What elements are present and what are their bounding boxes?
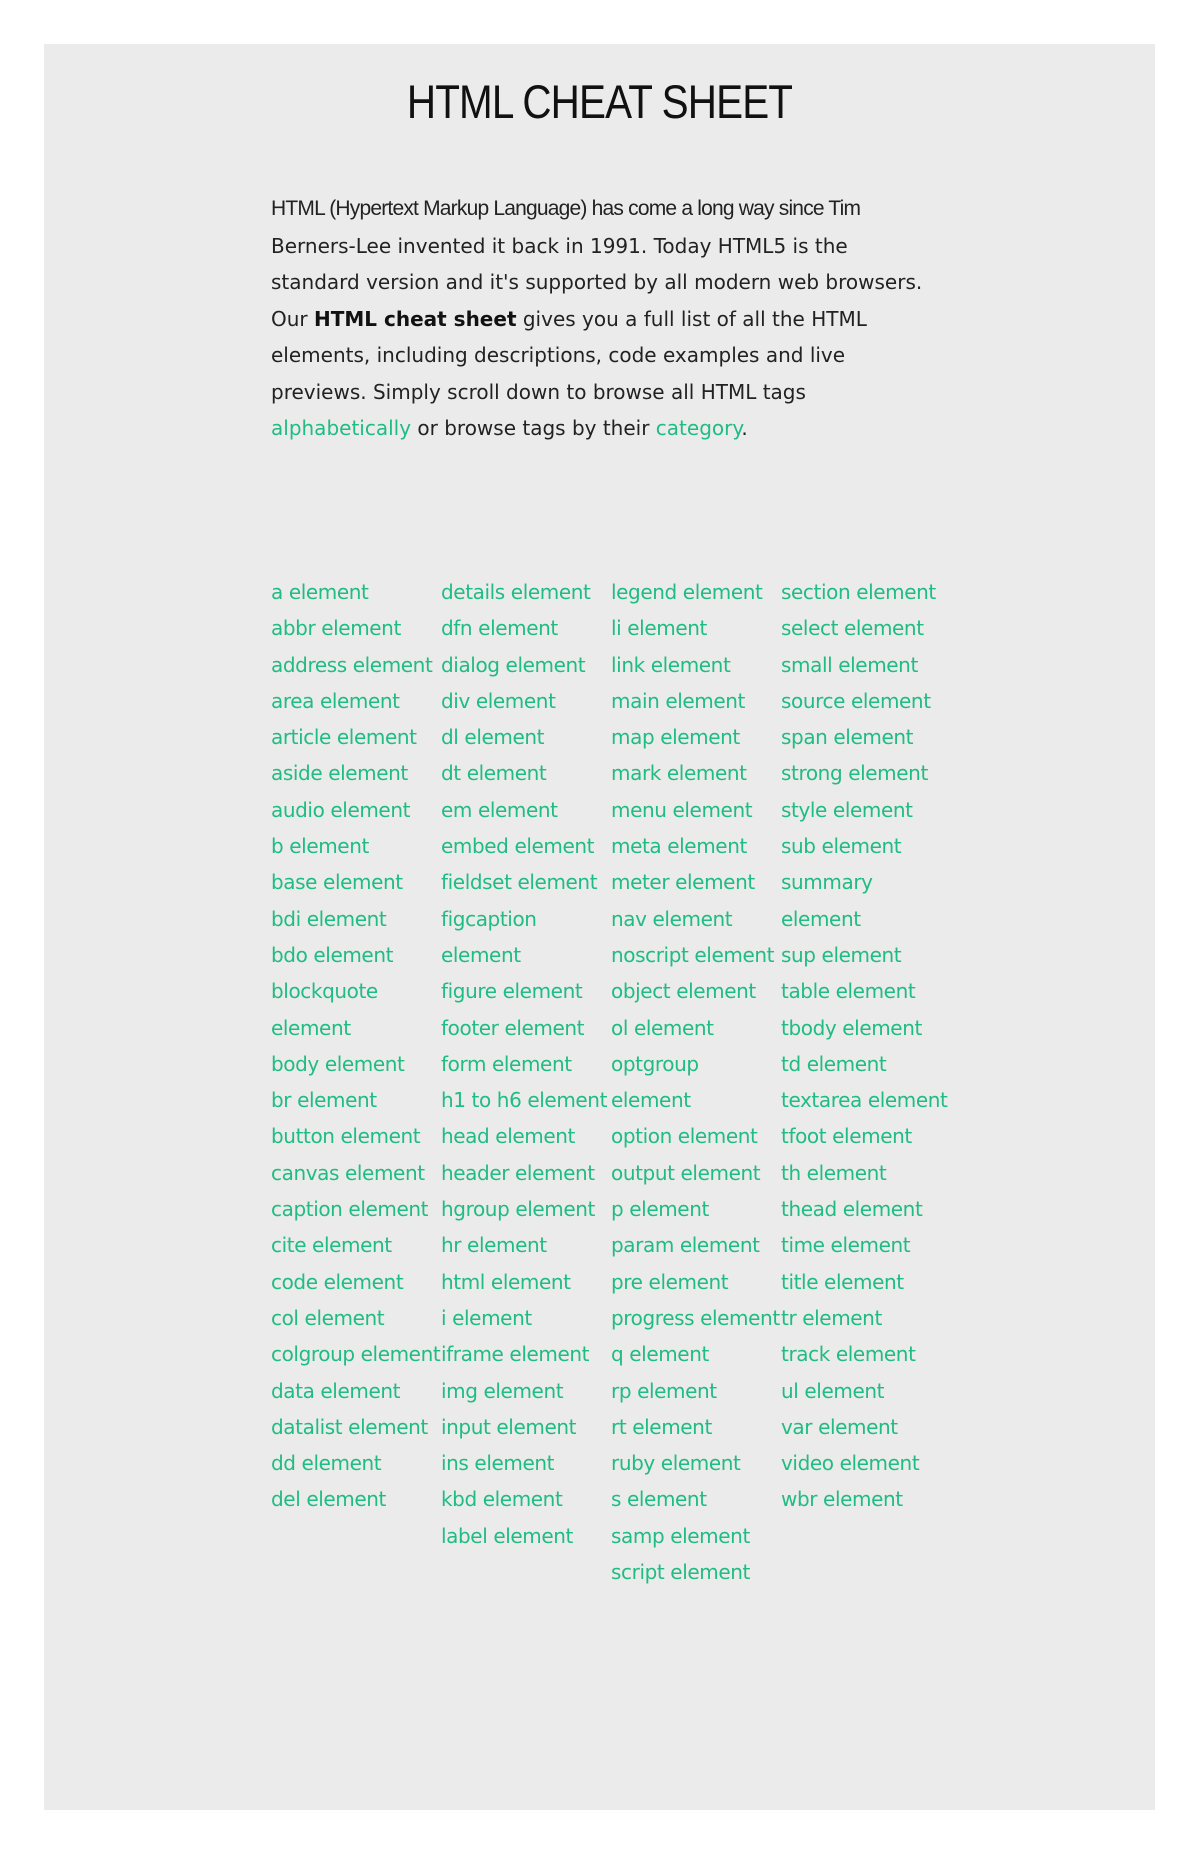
element-link[interactable]: strong element (781, 761, 928, 786)
element-list-item (611, 1264, 781, 1300)
element-column-3 (611, 574, 781, 1590)
element-list-item (271, 1046, 441, 1082)
element-list-item (611, 1227, 781, 1263)
element-list-item (271, 973, 441, 1046)
element-list-item (271, 901, 441, 937)
element-list-item (441, 1082, 611, 1118)
element-list-item (781, 1264, 951, 1300)
element-list-item (611, 1373, 781, 1409)
element-link[interactable]: em element (441, 797, 558, 822)
category-link[interactable]: category (655, 416, 742, 440)
element-list-item (781, 1336, 951, 1372)
element-list-item (611, 1118, 781, 1154)
element-link[interactable]: p element (611, 1197, 709, 1222)
element-link[interactable]: ins element (441, 1451, 555, 1476)
element-link[interactable]: ruby element (611, 1451, 741, 1476)
element-list-item (781, 574, 951, 610)
element-link[interactable]: object element (611, 979, 756, 1004)
element-link[interactable]: input element (441, 1414, 577, 1439)
element-list-item (781, 937, 951, 973)
element-link[interactable]: legend element (611, 580, 763, 604)
element-link[interactable]: s element (611, 1487, 707, 1512)
element-link[interactable]: progress element (611, 1305, 780, 1330)
element-link[interactable]: dt element (441, 761, 547, 786)
element-link[interactable]: canvas element (271, 1160, 425, 1185)
element-list-item (611, 792, 781, 828)
element-link[interactable]: tr element (781, 1305, 882, 1330)
element-link[interactable]: dfn element (441, 616, 558, 641)
element-link[interactable]: meta element (611, 834, 747, 859)
element-link[interactable]: footer element (441, 1015, 585, 1040)
element-list-item (611, 719, 781, 755)
alphabetically-link[interactable]: alphabetically (271, 416, 412, 440)
element-list-item (271, 1336, 441, 1372)
element-list-item (271, 1118, 441, 1154)
element-list-item (441, 719, 611, 755)
element-list-item (271, 1300, 441, 1336)
element-list-item (781, 755, 951, 791)
element-list-item (781, 1082, 951, 1118)
element-link[interactable]: table element (781, 979, 916, 1004)
element-list-item (781, 1481, 951, 1517)
element-link[interactable]: base element (271, 870, 403, 895)
element-list-item (441, 647, 611, 683)
element-list-item (781, 1118, 951, 1154)
element-list-item (611, 1155, 781, 1191)
element-list-item (781, 1373, 951, 1409)
intro-lead: HTML (Hypertext Markup Language) has come a long way since Tim (271, 197, 861, 220)
element-link[interactable]: hr element (441, 1233, 547, 1258)
element-list-item (611, 610, 781, 646)
element-list-item (441, 1373, 611, 1409)
element-list-item (611, 1481, 781, 1517)
element-link[interactable]: col element (271, 1305, 385, 1330)
element-link[interactable]: ul element (781, 1378, 885, 1403)
element-list-item (271, 719, 441, 755)
element-link[interactable]: samp element (611, 1523, 750, 1548)
element-list-item (271, 937, 441, 973)
element-list-item (271, 683, 441, 719)
element-link[interactable]: wbr element (781, 1487, 903, 1512)
intro-text-4: . (741, 416, 748, 440)
element-list-item (781, 1155, 951, 1191)
element-link[interactable]: time element (781, 1233, 911, 1258)
element-link[interactable]: tfoot element (781, 1124, 912, 1149)
element-list-item (781, 1300, 951, 1336)
element-link[interactable]: bdo element (271, 942, 394, 967)
element-list-item (611, 1046, 781, 1119)
element-list-item (441, 1191, 611, 1227)
element-list-item (781, 1409, 951, 1445)
element-list-item (271, 1155, 441, 1191)
element-link[interactable]: dd element (271, 1451, 382, 1476)
element-list-item (441, 1227, 611, 1263)
element-list-item (781, 1010, 951, 1046)
element-link[interactable]: video element (781, 1451, 920, 1476)
element-list-item (781, 1445, 951, 1481)
element-link[interactable]: noscript element (611, 942, 775, 967)
element-link[interactable]: summary element (781, 870, 873, 931)
element-link[interactable]: body element (271, 1051, 405, 1076)
element-list-item (611, 1300, 781, 1336)
element-list-item (441, 610, 611, 646)
element-link[interactable]: code element (271, 1269, 404, 1294)
element-list-item (611, 1191, 781, 1227)
element-column-4 (781, 574, 951, 1590)
element-link[interactable]: area element (271, 688, 400, 713)
element-list-item (441, 1336, 611, 1372)
element-list-item (441, 1046, 611, 1082)
element-link[interactable]: form element (441, 1051, 572, 1076)
element-link[interactable]: sub element (781, 834, 902, 859)
element-link[interactable]: blockquote element (271, 979, 378, 1040)
element-link[interactable]: colgroup element (271, 1342, 441, 1367)
element-list-item (611, 574, 781, 610)
element-link[interactable]: select element (781, 616, 924, 641)
element-link[interactable]: div element (441, 688, 556, 713)
element-list-item (781, 719, 951, 755)
element-link[interactable]: small element (781, 652, 918, 677)
element-link[interactable]: iframe element (441, 1342, 590, 1367)
intro-text-1: Berners-Lee invented it back in 1991. Today HTML5 is the standard version and it's supported by all modern web browsers. Our (271, 233, 923, 331)
element-link[interactable]: output element (611, 1160, 761, 1185)
element-link[interactable]: param element (611, 1233, 760, 1258)
element-link[interactable]: i element (441, 1305, 532, 1330)
element-list-item (781, 683, 951, 719)
element-list-item (611, 828, 781, 864)
element-list-item (441, 973, 611, 1009)
intro-bold-cheat-sheet: HTML cheat sheet (314, 306, 517, 331)
element-link[interactable]: hgroup element (441, 1197, 595, 1222)
element-link[interactable]: main element (611, 688, 745, 713)
element-list-item (271, 1191, 441, 1227)
element-link[interactable]: script element (611, 1560, 750, 1585)
element-list-item (441, 1300, 611, 1336)
element-list-item (441, 828, 611, 864)
element-list-item (611, 755, 781, 791)
element-list-item (271, 792, 441, 828)
element-list-item (781, 828, 951, 864)
element-list-item (611, 647, 781, 683)
element-link[interactable]: menu element (611, 797, 753, 822)
element-link[interactable]: label element (441, 1523, 573, 1548)
element-link[interactable]: article element (271, 725, 417, 750)
element-column-2 (441, 574, 611, 1590)
element-link[interactable]: sup element (781, 942, 902, 967)
element-link[interactable]: var element (781, 1414, 898, 1439)
element-link[interactable]: address element (271, 652, 433, 677)
intro-text-3: or browse tags by their (411, 416, 656, 440)
element-list-item (611, 864, 781, 900)
element-link[interactable]: style element (781, 797, 913, 822)
element-list-item (611, 683, 781, 719)
element-link[interactable]: abbr element (271, 616, 401, 641)
element-list-item (611, 1554, 781, 1590)
element-link[interactable]: link element (611, 652, 731, 677)
element-link[interactable]: optgroup element (611, 1051, 699, 1113)
element-list-item (271, 828, 441, 864)
page-title: HTML CHEAT SHEET (406, 75, 793, 128)
element-list-item (611, 973, 781, 1009)
element-list-item (441, 1010, 611, 1046)
element-list-item (441, 1481, 611, 1517)
element-link[interactable]: span element (781, 725, 914, 750)
element-list-item (781, 1046, 951, 1082)
element-list-item (611, 1409, 781, 1445)
element-link[interactable]: fieldset element (441, 870, 598, 895)
element-link[interactable]: mark element (611, 761, 747, 786)
element-link[interactable]: li element (611, 616, 707, 641)
element-link[interactable]: figure element (441, 979, 583, 1004)
element-list-item (611, 1445, 781, 1481)
element-link[interactable]: br element (271, 1088, 377, 1113)
element-link[interactable]: map element (611, 725, 740, 750)
element-link-columns (271, 574, 991, 1590)
element-link[interactable]: caption element (271, 1197, 429, 1222)
element-list-item (441, 755, 611, 791)
element-list-item (271, 610, 441, 646)
element-list-item (611, 1518, 781, 1554)
element-link[interactable]: textarea element (781, 1088, 948, 1113)
element-link[interactable]: datalist element (271, 1414, 428, 1439)
element-list-item (271, 755, 441, 791)
element-link[interactable]: track element (781, 1342, 916, 1367)
element-list-item (441, 1445, 611, 1481)
element-list-item (271, 1445, 441, 1481)
element-list-item (781, 1191, 951, 1227)
intro-paragraph (271, 190, 931, 447)
element-list-item (441, 1155, 611, 1191)
element-list-item (441, 864, 611, 900)
element-link[interactable]: td element (781, 1051, 887, 1076)
element-list-item (441, 1518, 611, 1554)
element-link[interactable]: h1 to h6 element (441, 1088, 608, 1113)
element-list-item (781, 864, 951, 937)
element-list-item (441, 1264, 611, 1300)
element-list-item (271, 1082, 441, 1118)
element-list-item (271, 574, 441, 610)
element-list-item (611, 1010, 781, 1046)
element-list-item (441, 1118, 611, 1154)
element-list-item (271, 647, 441, 683)
element-link[interactable]: header element (441, 1160, 595, 1185)
element-link[interactable]: html element (441, 1269, 571, 1294)
intro-text-2: gives you a full list of all the HTML elements, including descriptions, code examples and live previews. Simply scroll down to browse all HTML tags (271, 306, 867, 404)
element-link[interactable]: meter element (611, 870, 755, 895)
element-list-item (781, 973, 951, 1009)
content-panel (44, 44, 1155, 1810)
element-link[interactable]: figcaption element (441, 906, 537, 967)
element-link[interactable]: del element (271, 1487, 386, 1512)
element-link[interactable]: dl element (441, 725, 545, 750)
element-link[interactable]: b element (271, 834, 369, 859)
element-list-item (611, 901, 781, 937)
element-list-item (271, 1373, 441, 1409)
element-link[interactable]: dialog element (441, 652, 586, 677)
element-link[interactable]: audio element (271, 797, 411, 822)
element-link[interactable]: q element (611, 1342, 709, 1367)
element-list-item (441, 901, 611, 974)
element-link[interactable]: aside element (271, 761, 408, 786)
element-link[interactable]: bdi element (271, 906, 387, 931)
element-link[interactable]: embed element (441, 834, 595, 859)
element-link[interactable]: title element (781, 1269, 904, 1294)
element-link[interactable]: tbody element (781, 1015, 922, 1040)
element-list-item (611, 937, 781, 973)
element-link[interactable]: thead element (781, 1197, 923, 1222)
element-list-item (271, 1409, 441, 1445)
element-link[interactable]: th element (781, 1160, 887, 1185)
element-column-1 (271, 574, 441, 1590)
element-link[interactable]: kbd element (441, 1487, 563, 1512)
element-list-item (611, 1336, 781, 1372)
element-link[interactable]: section element (781, 580, 936, 604)
element-link[interactable]: source element (781, 688, 931, 713)
element-list-item (271, 1481, 441, 1517)
element-list-item (271, 1227, 441, 1263)
element-link[interactable]: pre element (611, 1269, 729, 1294)
element-list-item (441, 574, 611, 610)
element-link[interactable]: rt element (611, 1414, 712, 1439)
element-list-item (781, 647, 951, 683)
element-link[interactable]: details element (441, 580, 591, 604)
element-link[interactable]: button element (271, 1124, 421, 1149)
element-list-item (271, 1264, 441, 1300)
element-list-item (781, 610, 951, 646)
element-link[interactable]: a element (271, 580, 369, 604)
element-list-item (441, 683, 611, 719)
element-link[interactable]: head element (441, 1124, 575, 1149)
element-link[interactable]: data element (271, 1378, 401, 1403)
element-link[interactable]: img element (441, 1378, 564, 1403)
element-list-item (441, 792, 611, 828)
element-list-item (781, 1227, 951, 1263)
element-link[interactable]: option element (611, 1124, 758, 1149)
element-list-item (441, 1409, 611, 1445)
element-link[interactable]: ol element (611, 1015, 714, 1040)
element-link[interactable]: nav element (611, 906, 733, 931)
element-list-item (271, 864, 441, 900)
element-list-item (781, 792, 951, 828)
element-link[interactable]: rp element (611, 1378, 717, 1403)
element-link[interactable]: cite element (271, 1233, 392, 1258)
